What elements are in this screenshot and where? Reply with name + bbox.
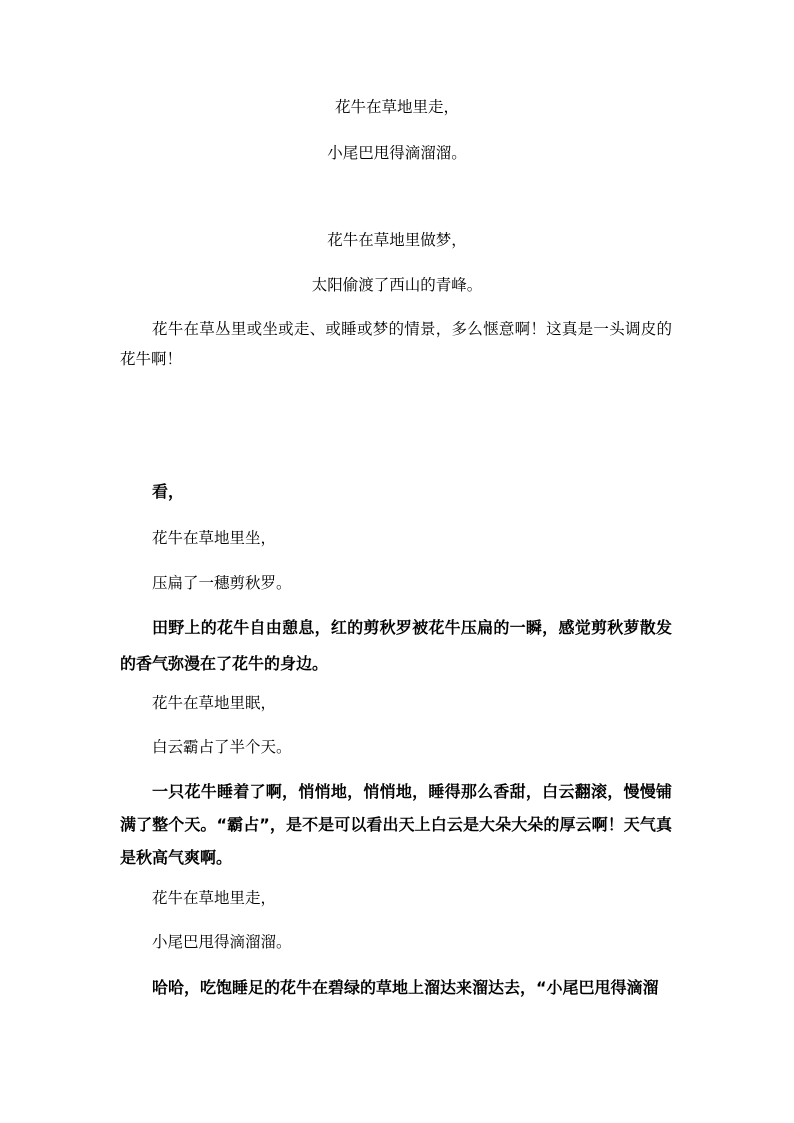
poem-line: 花牛在草地里走， <box>334 98 459 116</box>
poem-line: 太阳偷渡了西山的青峰。 <box>311 276 483 294</box>
poem-line: 小尾巴甩得滴溜溜。 <box>327 144 467 162</box>
poem-line: 花牛在草地里坐， <box>152 529 277 547</box>
poem-line: 花牛在草地里做梦， <box>327 231 467 249</box>
commentary-paragraph: 田野上的花牛自由憩息，红的剪秋罗被花牛压扁的一瞬，感觉剪秋萝散发的香气弥漫在了花牛的身边。 <box>120 618 672 673</box>
interjection: 看， <box>152 482 185 501</box>
commentary-paragraph: 一只花牛睡着了啊，悄悄地，悄悄地，睡得那么香甜，白云翻滚，慢慢铺满了整个天。“霸占”，是不是可以看出天上白云是大朵大朵的厚云啊！天气真是秋高气爽啊。 <box>120 782 672 867</box>
poem-line: 白云霸占了半个天。 <box>152 738 292 756</box>
poem-line: 压扁了一穗剪秋罗。 <box>152 574 292 592</box>
poem-line: 花牛在草地里走， <box>152 889 277 907</box>
poem-line: 小尾巴甩得滴溜溜。 <box>152 933 292 951</box>
commentary-paragraph: 花牛在草丛里或坐或走、或睡或梦的情景，多么惬意啊！这真是一头调皮的花牛啊！ <box>120 320 672 368</box>
commentary-paragraph: 哈哈，吃饱睡足的花牛在碧绿的草地上溜达来溜达去，“小尾巴甩得滴溜 <box>152 978 659 997</box>
poem-line: 花牛在草地里眠， <box>152 694 277 712</box>
